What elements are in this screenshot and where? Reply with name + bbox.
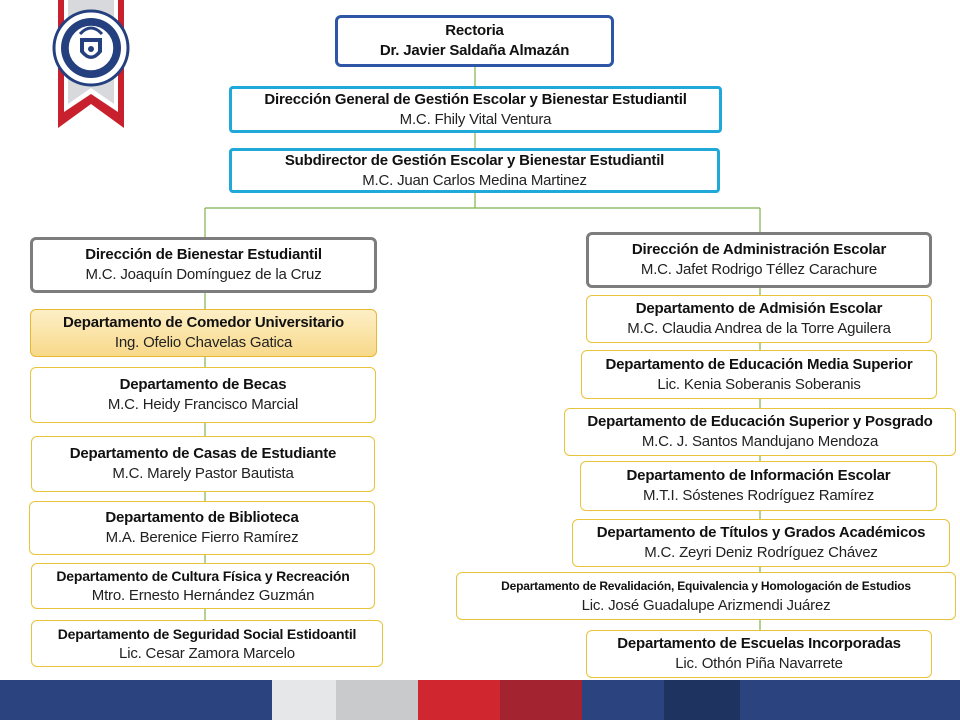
node-person: Ing. Ofelio Chavelas Gatica xyxy=(114,334,293,351)
node-titulos-grados xyxy=(572,519,950,567)
node-title: Departamento de Casas de Estudiante xyxy=(69,445,337,462)
node-becas xyxy=(30,367,376,423)
node-title: Dirección de Administración Escolar xyxy=(631,241,887,258)
footer-band-segment xyxy=(336,680,418,720)
node-person: Lic. Othón Piña Navarrete xyxy=(675,655,843,672)
node-title: Departamento de Cultura Física y Recreación xyxy=(56,568,350,584)
node-person: M.C. J. Santos Mandujano Mendoza xyxy=(641,433,879,450)
node-title: Departamento de Seguridad Social Estidoantil xyxy=(57,625,357,642)
node-title: Rectoria xyxy=(445,22,504,39)
footer-band-segment xyxy=(500,680,582,720)
node-person: Lic. Cesar Zamora Marcelo xyxy=(119,644,295,662)
node-biblioteca xyxy=(29,501,375,555)
node-comedor-universitario xyxy=(30,309,377,357)
node-person: M.T.I. Sóstenes Rodríguez Ramírez xyxy=(643,487,874,504)
footer-band-segment xyxy=(664,680,740,720)
node-person: M.C. Fhily Vital Ventura xyxy=(399,110,552,128)
footer-band-segment xyxy=(582,680,664,720)
node-admision-escolar xyxy=(586,295,932,343)
node-direccion-bienestar xyxy=(30,237,377,293)
node-person: M.C. Jafet Rodrigo Téllez Carachure xyxy=(640,261,878,278)
node-title: Departamento de Comedor Universitario xyxy=(63,314,344,331)
node-person: Dr. Javier Saldaña Almazán xyxy=(379,42,570,59)
node-title: Departamento de Títulos y Grados Académicos xyxy=(596,524,926,541)
node-title: Departamento de Admisión Escolar xyxy=(635,300,883,317)
node-title: Departamento de Escuelas Incorporadas xyxy=(617,635,901,652)
footer-band-segment xyxy=(272,680,336,720)
node-person: M.C. Juan Carlos Medina Martinez xyxy=(362,171,587,189)
node-person: M.C. Joaquín Domínguez de la Cruz xyxy=(85,266,322,283)
node-educacion-media-superior xyxy=(581,350,937,399)
node-revalidacion xyxy=(456,572,956,620)
node-rectoria xyxy=(335,15,614,67)
node-title: Departamento de Educación Superior y Posgrado xyxy=(587,413,933,430)
node-person: Lic. Kenia Soberanis Soberanis xyxy=(657,375,861,393)
node-title: Departamento de Becas xyxy=(119,376,287,393)
node-person: M.C. Claudia Andrea de la Torre Aguilera xyxy=(627,320,891,337)
node-title: Departamento de Revalidación, Equivalencia y Homologación de Estudios xyxy=(501,579,911,593)
node-person: Lic. José Guadalupe Arizmendi Juárez xyxy=(581,597,831,614)
node-escuelas-incorporadas xyxy=(586,630,932,678)
node-title: Departamento de Información Escolar xyxy=(626,467,891,484)
node-person: M.A. Berenice Fierro Ramírez xyxy=(105,529,299,546)
node-educacion-superior-posgrado xyxy=(564,408,956,456)
node-informacion-escolar xyxy=(580,461,937,511)
footer-band-segment xyxy=(740,680,960,720)
node-seguridad-social xyxy=(31,620,383,667)
node-person: M.C. Marely Pastor Bautista xyxy=(112,465,294,482)
node-subdirector xyxy=(229,148,720,193)
footer-band-segment xyxy=(418,680,500,720)
node-title: Subdirector de Gestión Escolar y Bienestar Estudiantil xyxy=(284,151,665,169)
node-title: Dirección General de Gestión Escolar y Bienestar Estudiantil xyxy=(264,90,687,108)
node-casas-estudiante xyxy=(31,436,375,492)
node-person: M.C. Zeyri Deniz Rodríguez Chávez xyxy=(644,544,878,561)
node-person: Mtro. Ernesto Hernández Guzmán xyxy=(91,587,315,604)
footer-band-segment xyxy=(0,680,272,720)
node-cultura-fisica xyxy=(31,563,375,609)
node-title: Departamento de Biblioteca xyxy=(105,509,299,526)
node-title: Dirección de Bienestar Estudiantil xyxy=(85,246,322,263)
node-title: Departamento de Educación Media Superior xyxy=(605,355,913,373)
node-direccion-administracion xyxy=(586,232,932,288)
node-person: M.C. Heidy Francisco Marcial xyxy=(107,396,299,413)
node-direccion-general xyxy=(229,86,722,133)
